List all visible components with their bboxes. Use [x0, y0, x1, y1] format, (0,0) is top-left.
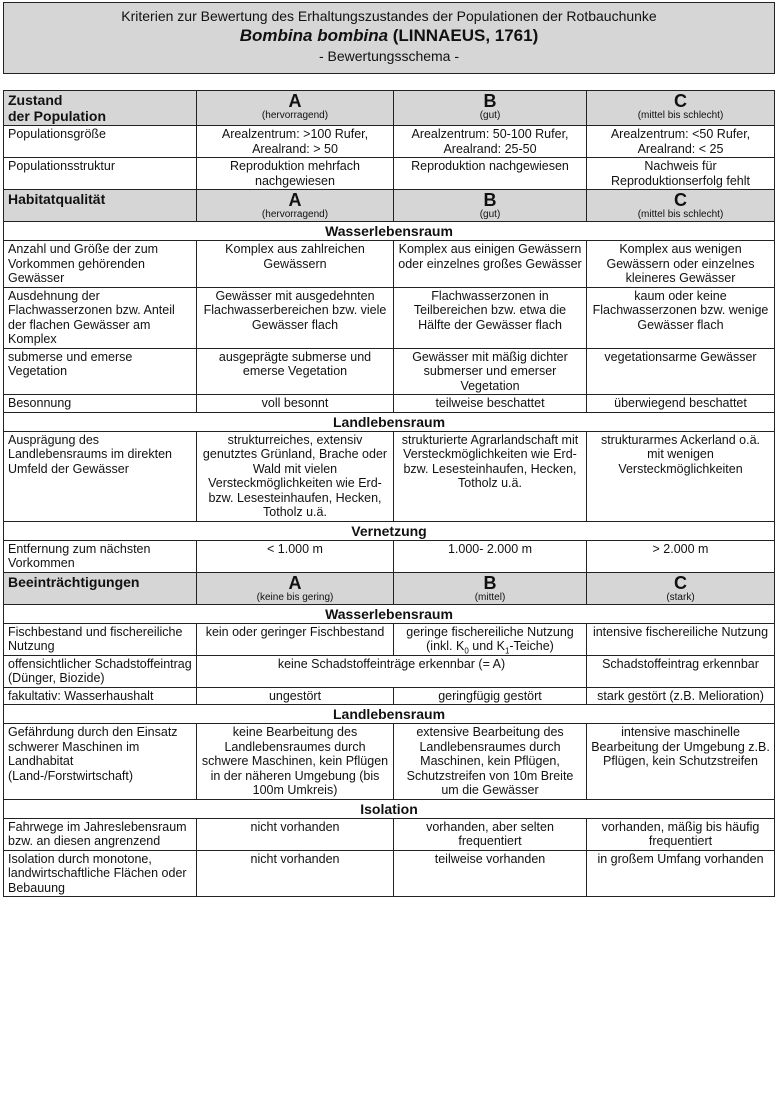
value-b: geringfügig gestört	[394, 687, 587, 705]
table-row	[4, 687, 775, 705]
subsection-row	[4, 412, 775, 431]
habitat-grade-a: A (hervorragend)	[197, 190, 394, 222]
beeintraechtigungen-grade-a: A (keine bis gering)	[197, 572, 394, 604]
table-row	[4, 241, 775, 288]
subsection-isolation: Isolation	[4, 799, 775, 818]
habitat-title: Habitatqualität	[4, 190, 197, 222]
value-c: stark gestört (z.B. Melioration)	[587, 687, 775, 705]
value-c: strukturarmes Ackerland o.ä. mit wenigen Versteckmöglichkeiten	[587, 431, 775, 521]
table-row	[4, 850, 775, 897]
value-c: überwiegend beschattet	[587, 395, 775, 413]
zustand-header-row	[4, 91, 775, 126]
criterion-label: Ausdehnung der Flachwasserzonen bzw. Anteil der flachen Gewässer am Komplex	[4, 287, 197, 348]
value-b: 1.000- 2.000 m	[394, 540, 587, 572]
species-name: Bombina bombina	[239, 26, 389, 45]
value-a: nicht vorhanden	[197, 850, 394, 897]
criterion-label: Anzahl und Größe der zum Vorkommen gehörenden Gewässer	[4, 241, 197, 288]
value-c: Schadstoffeintrag erkennbar	[587, 655, 775, 687]
zustand-grade-b: B (gut)	[394, 91, 587, 126]
subsection-landlebensraum: Landlebensraum	[4, 412, 775, 431]
header-title: Kriterien zur Bewertung des Erhaltungszustandes der Populationen der Rotbauchunke	[121, 8, 657, 24]
species-author: (LINNAEUS, 1761)	[392, 26, 539, 45]
value-b: Reproduktion nachgewiesen	[394, 158, 587, 190]
value-a: < 1.000 m	[197, 540, 394, 572]
table-row	[4, 158, 775, 190]
table-row	[4, 623, 775, 655]
criterion-label: Gefährdung durch den Einsatz schwerer Maschinen im Landhabitat (Land-/Forstwirtschaft)	[4, 724, 197, 800]
criterion-label: offensichtlicher Schadstoffeintrag (Dünger, Biozide)	[4, 655, 197, 687]
subsection-row	[4, 604, 775, 623]
value-c: Komplex aus wenigen Gewässern oder einzelnes kleineres Gewässer	[587, 241, 775, 288]
value-a: Reproduktion mehrfach nachgewiesen	[197, 158, 394, 190]
value-c: vegetationsarme Gewässer	[587, 348, 775, 395]
beeintraechtigungen-grade-b: B (mittel)	[394, 572, 587, 604]
subsection-wasserlebensraum: Wasserlebensraum	[4, 222, 775, 241]
beeintraechtigungen-grade-c: C (stark)	[587, 572, 775, 604]
value-a: kein oder geringer Fischbestand	[197, 623, 394, 655]
value-c: > 2.000 m	[587, 540, 775, 572]
subsection-row	[4, 705, 775, 724]
value-b: extensive Bearbeitung des Landlebensraumes durch Maschinen, kein Pflügen, Schutzstreifen von 10m Breite um die Gewässer	[394, 724, 587, 800]
criterion-label: Ausprägung des Landlebensraums im direkten Umfeld der Gewässer	[4, 431, 197, 521]
value-b: Komplex aus einigen Gewässern oder einzelnes großes Gewässer	[394, 241, 587, 288]
table-row	[4, 431, 775, 521]
value-a: keine Bearbeitung des Landlebensraumes durch schwere Maschinen, kein Pflügen in der näheren Umgebung (bis 100m Umkreis)	[197, 724, 394, 800]
value-b: teilweise beschattet	[394, 395, 587, 413]
beeintraechtigungen-header-row	[4, 572, 775, 604]
value-b: Gewässer mit mäßig dichter submerser und emerser Vegetation	[394, 348, 587, 395]
assessment-table	[3, 90, 775, 897]
value-a: Gewässer mit ausgedehnten Flachwasserbereichen bzw. viele Gewässer flach	[197, 287, 394, 348]
criterion-label: submerse und emerse Vegetation	[4, 348, 197, 395]
subsection-row	[4, 521, 775, 540]
table-row	[4, 818, 775, 850]
criterion-label: Isolation durch monotone, landwirtschaftliche Flächen oder Bebauung	[4, 850, 197, 897]
table-row	[4, 724, 775, 800]
value-a: ungestört	[197, 687, 394, 705]
zustand-grade-a: A (hervorragend)	[197, 91, 394, 126]
zustand-grade-c: C (mittel bis schlecht)	[587, 91, 775, 126]
subsection-row	[4, 222, 775, 241]
subsection-wasserlebensraum: Wasserlebensraum	[4, 604, 775, 623]
subsection-row	[4, 799, 775, 818]
criterion-label: Fischbestand und fischereiliche Nutzung	[4, 623, 197, 655]
subsection-landlebensraum: Landlebensraum	[4, 705, 775, 724]
value-c: vorhanden, mäßig bis häufig frequentiert	[587, 818, 775, 850]
table-row	[4, 126, 775, 158]
table-row	[4, 287, 775, 348]
table-row	[4, 395, 775, 413]
header-subtitle: - Bewertungsschema -	[318, 48, 460, 64]
subsection-vernetzung: Vernetzung	[4, 521, 775, 540]
value-c: Nachweis für Reproduktionserfolg fehlt	[587, 158, 775, 190]
document-header	[3, 2, 775, 74]
habitat-header-row	[4, 190, 775, 222]
value-a: Komplex aus zahlreichen Gewässern	[197, 241, 394, 288]
value-c: in großem Umfang vorhanden	[587, 850, 775, 897]
header-species	[4, 25, 774, 47]
criterion-label: Populationsstruktur	[4, 158, 197, 190]
table-row	[4, 348, 775, 395]
table-row	[4, 540, 775, 572]
value-b: strukturierte Agrarlandschaft mit Versteckmöglichkeiten wie Erd- bzw. Lesesteinhaufen, Hecken, Totholz u.ä.	[394, 431, 587, 521]
value-c: kaum oder keine Flachwasserzonen bzw. wenige Gewässer flach	[587, 287, 775, 348]
habitat-grade-b: B (gut)	[394, 190, 587, 222]
value-a: voll besonnt	[197, 395, 394, 413]
value-b: Flachwasserzonen in Teilbereichen bzw. etwa die Hälfte der Gewässer flach	[394, 287, 587, 348]
criterion-label: Fahrwege im Jahreslebensraum bzw. an diesen angrenzend	[4, 818, 197, 850]
value-ab: keine Schadstoffeinträge erkennbar (= A)	[197, 655, 587, 687]
value-c: intensive maschinelle Bearbeitung der Umgebung z.B. Pflügen, kein Schutzstreifen	[587, 724, 775, 800]
value-a: Arealzentrum: >100 Rufer, Arealrand: > 50	[197, 126, 394, 158]
value-a: nicht vorhanden	[197, 818, 394, 850]
zustand-title: Zustand der Population	[4, 91, 197, 126]
value-b: geringe fischereiliche Nutzung (inkl. $K_0$ und $K_1-Teiche$)	[394, 623, 587, 655]
value-b: Arealzentrum: 50-100 Rufer, Arealrand: 25-50	[394, 126, 587, 158]
value-c: intensive fischereiliche Nutzung	[587, 623, 775, 655]
criterion-label: Besonnung	[4, 395, 197, 413]
value-b: teilweise vorhanden	[394, 850, 587, 897]
value-a: ausgeprägte submerse und emerse Vegetation	[197, 348, 394, 395]
value-b: vorhanden, aber selten frequentiert	[394, 818, 587, 850]
beeintraechtigungen-title: Beeinträchtigungen	[4, 572, 197, 604]
table-row	[4, 655, 775, 687]
value-a: strukturreiches, extensiv genutztes Grünland, Brache oder Wald mit vielen Versteckmöglichkeiten wie Erd- bzw. Lesesteinhaufen, Hecken, Totholz u.ä.	[197, 431, 394, 521]
value-c: Arealzentrum: <50 Rufer, Arealrand: < 25	[587, 126, 775, 158]
criterion-label: fakultativ: Wasserhaushalt	[4, 687, 197, 705]
criterion-label: Populationsgröße	[4, 126, 197, 158]
habitat-grade-c: C (mittel bis schlecht)	[587, 190, 775, 222]
criterion-label: Entfernung zum nächsten Vorkommen	[4, 540, 197, 572]
